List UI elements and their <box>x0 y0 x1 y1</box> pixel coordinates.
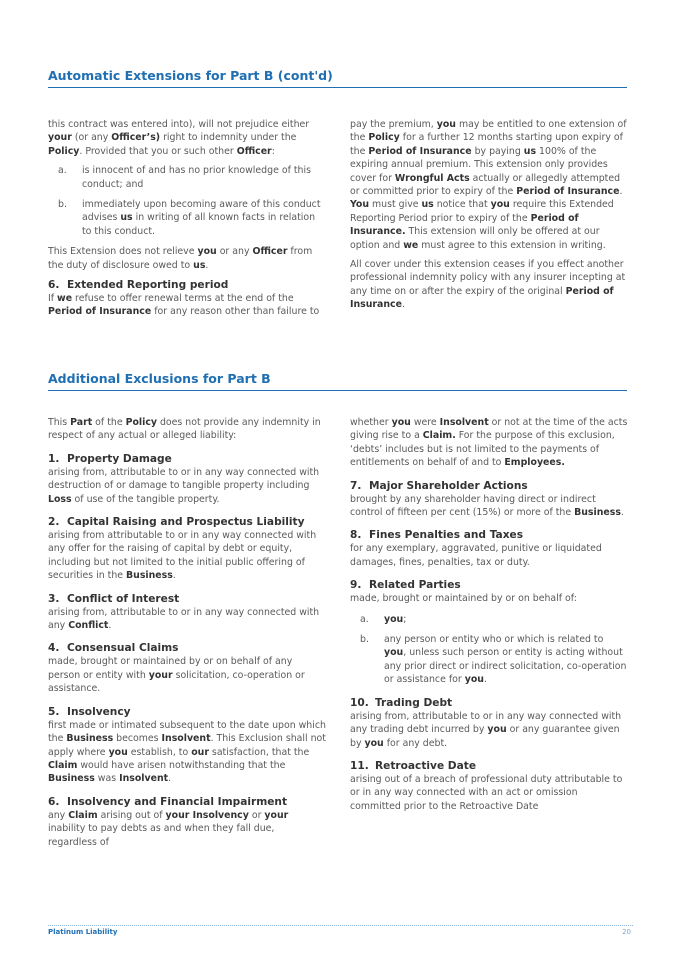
paragraph: this contract was entered into), will not prejudice either your (or any Officer’s) right to indemnity under the Policy. Provided that you or such other Officer: <box>48 119 310 157</box>
heading-insolvency: 5. Insolvency <box>48 705 131 718</box>
page-number: 20 <box>622 928 631 936</box>
heading-conflict-of-interest: 3. Conflict of Interest <box>48 592 180 605</box>
section-title-additional-exclusions: Additional Exclusions for Part B <box>48 371 627 391</box>
paragraph: This Part of the Policy does not provide any indemnity in respect of any actual or alleged liability: <box>48 417 321 442</box>
heading-major-shareholder-actions: 7. Major Shareholder Actions <box>350 479 528 492</box>
heading-extended-reporting-period: 6. Extended Reporting period <box>48 279 229 292</box>
heading-property-damage: 1. Property Damage <box>48 452 172 465</box>
list-item: b. immediately upon becoming aware of this conduct advises us in writing of all known facts in relation to this conduct. <box>58 199 321 237</box>
section-title-automatic-extensions: Automatic Extensions for Part B (cont'd) <box>48 68 627 88</box>
exclusion-8: 8. Fines Penalties and Taxes for any exemplary, aggravated, punitive or liquidated damages, fines, penalties, tax or duty. <box>350 528 628 569</box>
exclusion-9: 9. Related Parties made, brought or maintained by or on behalf of: a. you; b. any person or entity who or which is related to you, unless such person or entity is acting without any prior direct or indirect solicitation, co-operation or assistance for you. <box>350 579 627 686</box>
heading-consensual-claims: 4. Consensual Claims <box>48 642 179 655</box>
list-item: a. you; <box>360 613 407 625</box>
exclusion-5: 5. Insolvency first made or intimated subsequent to the date upon which the Business becomes Insolvent. This Exclusion shall not apply where you establish, to our satisfaction, that the Claim would have arisen notwithstanding that the Business was Insolvent. <box>48 705 326 785</box>
exclusion-3: 3. Conflict of Interest arising from, attributable to or in any way connected with any Conflict. <box>48 592 326 633</box>
paragraph: pay the premium, you may be entitled to one extension of the Policy for a further 12 months starting upon expiry of the Period of Insurance by paying us 100% of the expiring annual premium. This extension only provides cover for Wrongful Acts actually or allegedly attempted or committed prior to expiry of the Period of Insurance. You must give us notice that you require this Extended Reporting Period prior to expiry of the Period of Insurance. This extension will only be offered at our option and we must agree to this extension in writing. <box>350 119 627 251</box>
heading-capital-raising: 2. Capital Raising and Prospectus Liability <box>48 516 305 529</box>
heading-trading-debt: 10. Trading Debt <box>350 696 453 709</box>
list-item: b. any person or entity who or which is related to you, unless such person or entity is acting without any prior direct or indirect solicitation, co-operation or assistance for you. <box>360 634 627 686</box>
exclusion-7: 7. Major Shareholder Actions brought by any shareholder having direct or indirect control of fifteen per cent (15%) or more of the Business. <box>350 479 628 520</box>
footer-product-name: Platinum Liability <box>48 928 118 936</box>
section2-right-column <box>350 416 628 822</box>
exclusion-2: 2. Capital Raising and Prospectus Liability arising from attributable to or in any way connected with any offer for the raising of capital by debt or equity, including but not limited to the initial public offering of securities in the Business. <box>48 515 326 583</box>
exclusion-6: 6. Insolvency and Financial Impairment any Claim arising out of your Insolvency or your inability to pay debts as and when they fall due, regardless of <box>48 795 326 849</box>
paragraph: This Extension does not relieve you or any Officer from the duty of disclosure owed to us. <box>48 246 313 271</box>
heading-retroactive-date: 11. Retroactive Date <box>350 759 477 772</box>
heading-related-parties: 9. Related Parties <box>350 579 461 592</box>
paragraph: All cover under this extension ceases if you effect another professional indemnity policy with any insurer incepting at any time on or after the expiry of the original Period of Insurance. <box>350 259 626 311</box>
exclusion-10: 10. Trading Debt arising from, attributable to or in any way connected with any trading debt incurred by you or any guarantee given by you for any debt. <box>350 696 628 750</box>
exclusion-4: 4. Consensual Claims made, brought or maintained by or on behalf of any person or entity with your solicitation, co-operation or assistance. <box>48 641 326 695</box>
paragraph: whether you were Insolvent or not at the time of the acts giving rise to a Claim. For the purpose of this exclusion, ‘debts’ includes but is not limited to the payments of entitlements on behalf of and to Employees. <box>350 417 628 469</box>
exclusion-1: 1. Property Damage arising from, attributable to or in any way connected with destruction of or damage to tangible property including Loss of use of the tangible property. <box>48 452 326 506</box>
section1-right-column <box>350 118 628 318</box>
list-item: a. is innocent of and has no prior knowledge of this conduct; and <box>58 165 311 190</box>
section1-left-column <box>48 118 326 325</box>
section2-left-column <box>48 416 326 858</box>
heading-insolvency-financial-impairment: 6. Insolvency and Financial Impairment <box>48 795 288 808</box>
paragraph: If we refuse to offer renewal terms at the end of the Period of Insurance for any reason other than failure to <box>48 293 320 318</box>
heading-fines-penalties-taxes: 8. Fines Penalties and Taxes <box>350 529 524 542</box>
exclusion-11: 11. Retroactive Date arising out of a breach of professional duty attributable to or in any way connected with an act or omission committed prior to the Retroactive Date <box>350 759 628 813</box>
footer-divider <box>48 925 633 926</box>
